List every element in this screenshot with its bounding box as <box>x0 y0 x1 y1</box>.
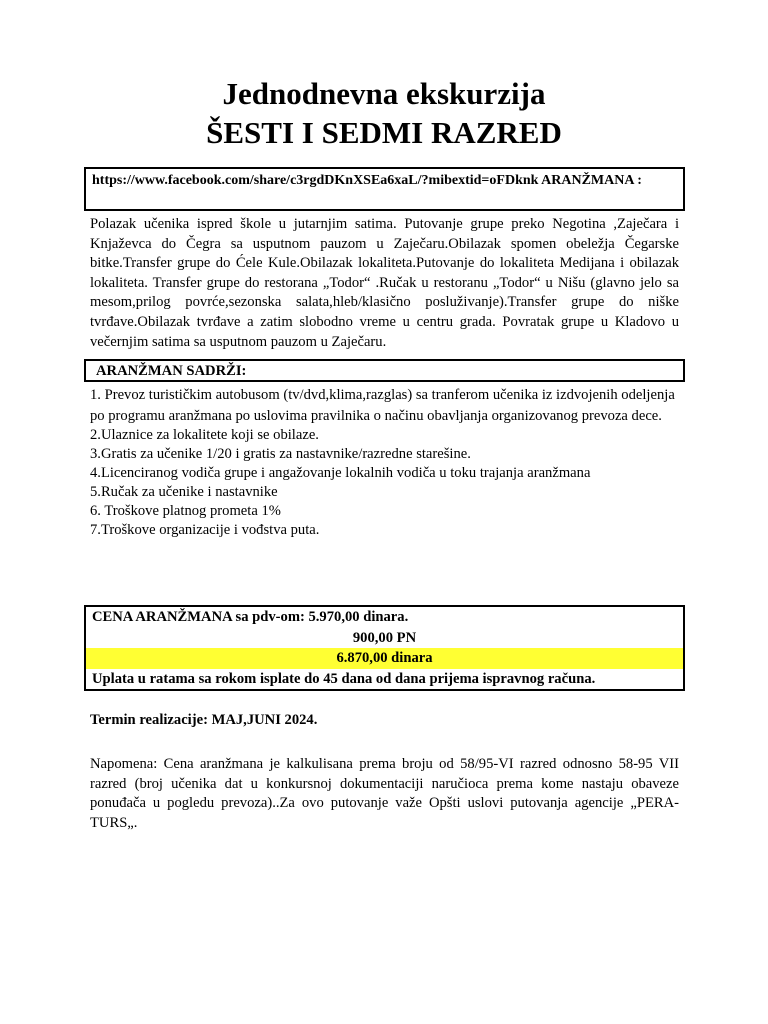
note-paragraph: Napomena: Cena aranžmana je kalkulisana prema broju od 58/95-VI razred odnosno 58-95 VII razred (broj učenika dat u konkursnoj dokumentaciji naručioca prema kome nastaju obaveze ponuđača u pogledu prevoza)..Za ovo putovanje važe Opšti uslovi putovanja agencije „PERA-TURS„. <box>90 756 679 831</box>
list-item: 4.Licenciranog vodiča grupe i angažovanje lokalnih vodiča u toku trajanja aranžmana <box>90 465 591 481</box>
facebook-link-box <box>84 167 685 211</box>
price-total-highlighted: 6.870,00 dinara <box>86 648 683 669</box>
payment-terms: Uplata u ratama sa rokom isplate do 45 dana od dana prijema ispravnog računa. <box>92 670 596 687</box>
list-item: 3.Gratis za učenike 1/20 i gratis za nastavnike/razredne starešine. <box>90 446 471 462</box>
document-title: Jednodnevna ekskurzija <box>222 76 546 111</box>
includes-heading: ARANŽMAN SADRŽI: <box>96 363 247 379</box>
list-item: 2.Ulaznice za lokalitete koji se obilaze. <box>90 427 319 443</box>
facebook-link[interactable]: https://www.facebook.com/share/c3rgdDKnXSEa6xaL/?mibextid=oFDknk ARANŽMANA : <box>92 173 642 188</box>
includes-heading-box <box>84 359 685 382</box>
list-item: 5.Ručak za učenike i nastavnike <box>90 484 278 500</box>
list-item: 7.Troškove organizacije i vođstva puta. <box>90 522 320 538</box>
price-pn: 900,00 PN <box>352 629 417 646</box>
list-item: 6. Troškove platnog prometa 1% <box>90 503 281 519</box>
price-box <box>84 605 685 691</box>
itinerary-description: Polazak učenika ispred škole u jutarnjim satima. Putovanje grupe preko Negotina ,Zaječara i Knjaževca do Čegra sa usputnom pauzom u Zaječaru.Obilazak spomen obeležja Čegarske bitke.Transfer grupe do Ćele Kule.Obilazak lokaliteta.Putovanje do lokaliteta Medijana i obilazak lokaliteta. Transfer grupe do restorana „Todor“ .Ručak u restoranu „Todor“ u Nišu (glavno jelo sa mesom,prilog povrće,sezonska salata,hleb/klasično posluživanje).Transfer grupe do niške tvrđave.Obilazak tvrđave a zatim slobodno vreme u centru grada. Povratak grupe u Kladovo u večernjim satima sa usputnom pauzom u Zaječaru. <box>90 216 679 350</box>
realization-term: Termin realizacije: MAJ,JUNI 2024. <box>90 712 318 728</box>
list-item: 1. Prevoz turističkim autobusom (tv/dvd,klima,razglas) sa tranferom učenika iz izdvojenih odeljenja <box>90 387 675 403</box>
includes-list <box>90 386 679 540</box>
price-with-vat: CENA ARANŽMANA sa pdv-om: 5.970,00 dinara. <box>92 609 409 625</box>
document-subtitle: ŠESTI I SEDMI RAZRED <box>206 115 562 150</box>
list-item: po programu aranžmana po uslovima pravilnika o načinu obavljanja organizovanog prevoza dece. <box>90 408 662 424</box>
